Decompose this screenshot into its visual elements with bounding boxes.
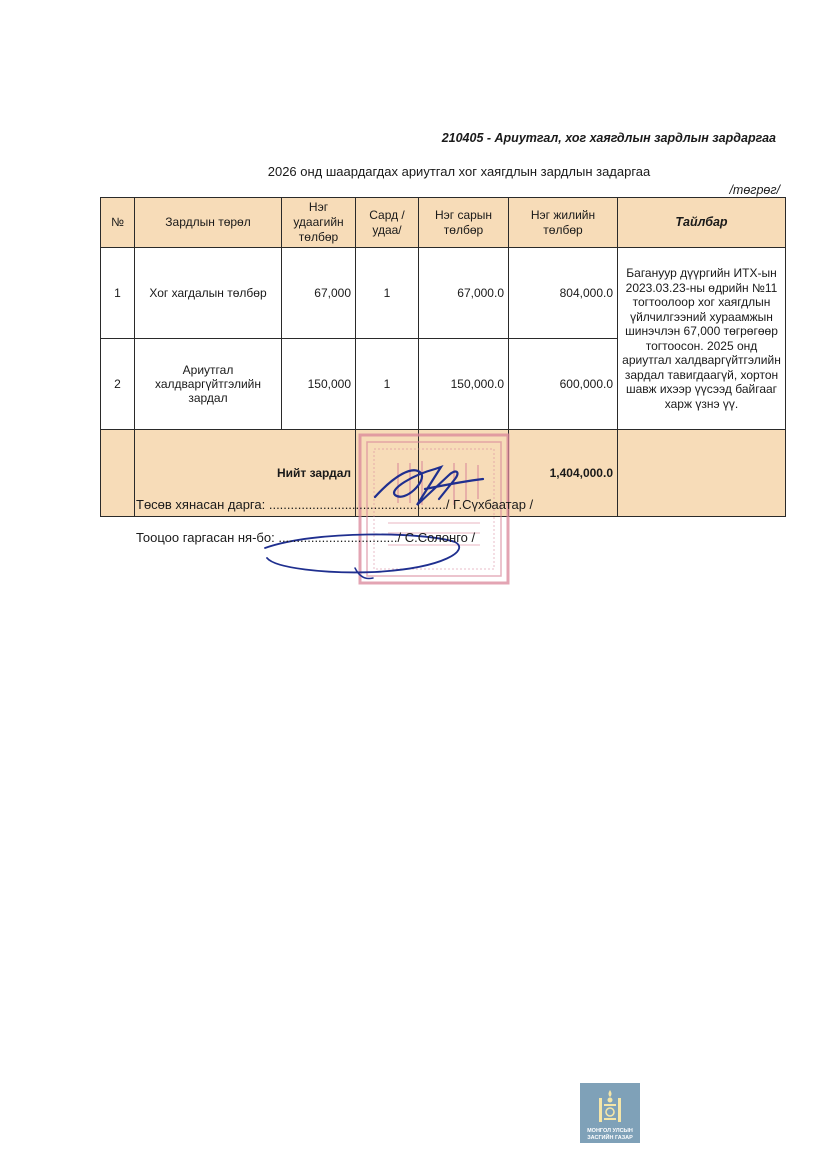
document-title: 2026 онд шаардагдах ариутгал хог хаягдлын зардлын задаргаа bbox=[267, 164, 651, 179]
row-num: 2 bbox=[101, 339, 135, 430]
header-times: Сард /удаа/ bbox=[356, 198, 419, 248]
row-yearly: 804,000.0 bbox=[509, 248, 618, 339]
total-empty-cell bbox=[618, 430, 786, 517]
prepared-by-line: Тооцоо гаргасан ня-бо: ................................./ С.Солонго / bbox=[136, 530, 476, 545]
header-note: Тайлбар bbox=[618, 198, 786, 248]
emblem-caption-line1: МОНГОЛ УЛСЫН bbox=[587, 1128, 633, 1134]
row-unit-fee: 67,000 bbox=[282, 248, 356, 339]
table-header-row bbox=[101, 198, 786, 248]
table-row bbox=[101, 248, 786, 339]
soyombo-icon bbox=[596, 1089, 624, 1123]
header-yearly: Нэг жилийн төлбөр bbox=[509, 198, 618, 248]
budget-code-title: 210405 - Ариутгал, хог хаягдлын зардлын зардаргаа bbox=[441, 131, 776, 145]
row-times: 1 bbox=[356, 248, 419, 339]
row-monthly: 67,000.0 bbox=[419, 248, 509, 339]
government-emblem bbox=[580, 1083, 640, 1143]
row-monthly: 150,000.0 bbox=[419, 339, 509, 430]
header-type: Зардлын төрөл bbox=[135, 198, 282, 248]
note-cell: Багануур дүүргийн ИТХ-ын 2023.03.23-ны өдрийн №11 тогтоолоор хог хаягдлын үйлчилгээний хураамжын шинэчлэн 67,000 төгрөгөөр тогтоосон. 2025 онд ариутгал халдваргүйтгэлийн зардал тавигдаагүй, хортон шавж ихээр үүсээд байгааг харж үзнэ үү. bbox=[618, 248, 786, 430]
total-label: Нийт зардал bbox=[135, 430, 356, 517]
emblem-caption-line2: ЗАСГИЙН ГАЗАР bbox=[587, 1134, 633, 1141]
row-num: 1 bbox=[101, 248, 135, 339]
approved-by-line: Төсөв хянасан дарга: ................................................./ Г.Сүхбаатар / bbox=[136, 497, 534, 512]
row-unit-fee: 150,000 bbox=[282, 339, 356, 430]
currency-unit: /төгрөг/ bbox=[729, 183, 780, 197]
total-value: 1,404,000.0 bbox=[509, 430, 618, 517]
row-type: Ариутгал халдваргүйтгэлийн зардал bbox=[135, 339, 282, 430]
emblem-caption bbox=[580, 1128, 640, 1141]
header-unit-fee: Нэг удаагийн төлбөр bbox=[282, 198, 356, 248]
row-type: Хог хагдалын төлбөр bbox=[135, 248, 282, 339]
row-yearly: 600,000.0 bbox=[509, 339, 618, 430]
header-monthly: Нэг сарын төлбөр bbox=[419, 198, 509, 248]
header-num: № bbox=[101, 198, 135, 248]
row-times: 1 bbox=[356, 339, 419, 430]
total-empty-cell bbox=[101, 430, 135, 517]
